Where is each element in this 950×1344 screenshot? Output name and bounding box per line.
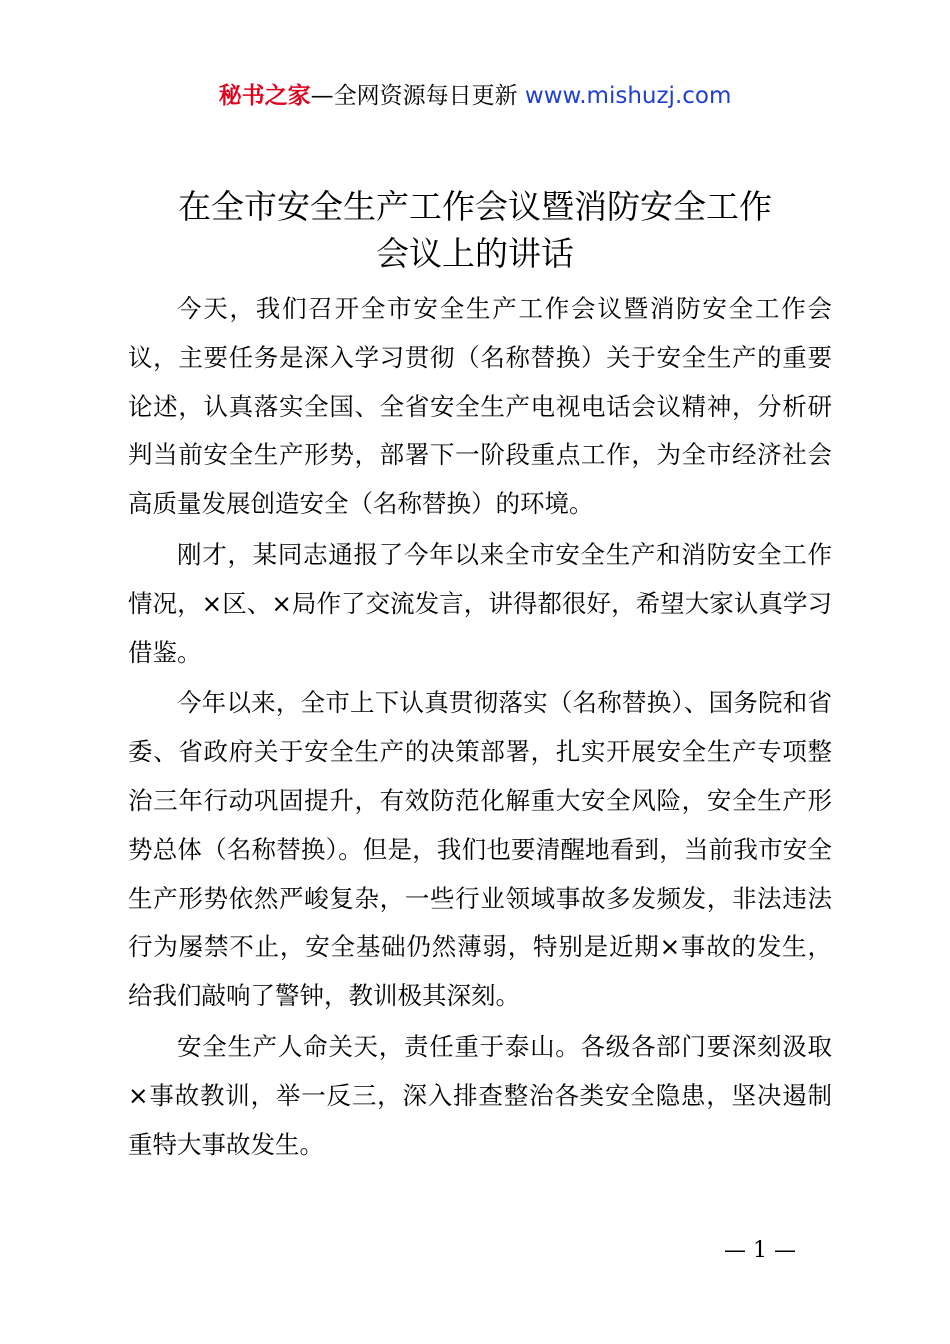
document-body [128, 285, 832, 1171]
page-number: — 1 — [724, 1238, 796, 1263]
paragraph-4: 安全生产人命关天，责任重于泰山。各级各部门要深刻汲取×事故教训，举一反三，深入排查整治各类安全隐患，坚决遏制重特大事故发生。 [128, 1031, 832, 1159]
site-tagline: —全网资源每日更新 [310, 83, 525, 109]
document-title [0, 183, 950, 277]
site-url-link[interactable]: www.mishuzj.com [524, 83, 732, 109]
paragraph-2: 刚才，某同志通报了今年以来全市安全生产和消防安全工作情况，×区、×局作了交流发言，讲得都很好，希望大家认真学习借鉴。 [128, 539, 832, 667]
site-header [0, 80, 950, 112]
document-title-line-2: 会议上的讲话 [376, 234, 574, 273]
paragraph-1: 今天，我们召开全市安全生产工作会议暨消防安全工作会议，主要任务是深入学习贯彻（名称替换）关于安全生产的重要论述，认真落实全国、全省安全生产电视电话会议精神，分析研判当前安全生产形势，部署下一阶段重点工作，为全市经济社会高质量发展创造安全（名称替换）的环境。 [128, 294, 832, 519]
paragraph-3: 今年以来，全市上下认真贯彻落实（名称替换）、国务院和省委、省政府关于安全生产的决策部署，扎实开展安全生产专项整治三年行动巩固提升，有效防范化解重大安全风险，安全生产形势总体（名称替换）。但是，我们也要清醒地看到，当前我市安全生产形势依然严峻复杂，一些行业领域事故多发频发，非法违法行为屡禁不止，安全基础仍然薄弱，特别是近期×事故的发生，给我们敲响了警钟，教训极其深刻。 [128, 688, 832, 1011]
document-title-line-1: 在全市安全生产工作会议暨消防安全工作 [178, 187, 772, 226]
site-brand: 秘书之家 [218, 83, 311, 109]
